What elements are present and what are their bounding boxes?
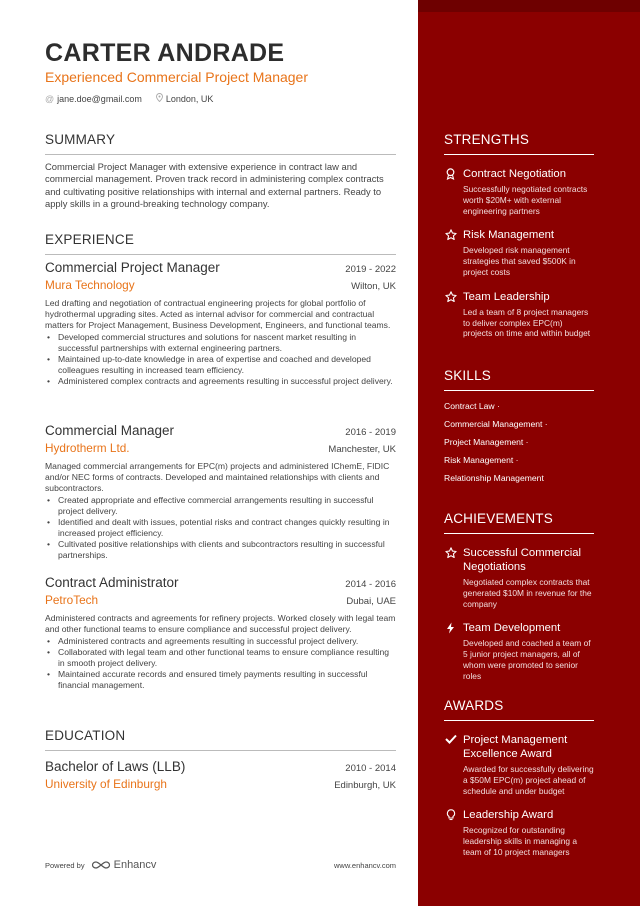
achievement-desc: Negotiated complex contracts that generated $10M in revenue for the company [463, 577, 592, 609]
job-dates: 2014 - 2016 [345, 579, 396, 590]
contact-row [45, 93, 396, 104]
award-title: Leadership Award [463, 809, 554, 822]
location-text: London, UK [165, 93, 214, 104]
skill-item: Relationship Management [444, 473, 544, 483]
strength-item [444, 290, 594, 339]
bullet-item: • Collaborated with legal team and other functional teams to ensure compliance resulting in smooth project delivery. [45, 647, 396, 669]
email-text: jane.doe@gmail.com [57, 93, 142, 104]
job-company: Mura Technology [45, 278, 135, 292]
bullet-item: • Maintained accurate records and ensured timely payments resulting in successful financial management. [45, 669, 396, 691]
job-role: Contract Administrator [45, 575, 179, 590]
bullet-item: • Administered contracts and agreements resulting in successful project delivery. [45, 636, 396, 647]
education-heading: EDUCATION [45, 728, 396, 751]
achievement-title: Successful Commercial Negotiations [463, 547, 582, 573]
strength-desc: Developed risk management strategies that saved $500K in project costs [463, 245, 576, 277]
strength-title: Risk Management [463, 229, 555, 242]
candidate-title: Experienced Commercial Project Manager [45, 69, 308, 85]
footer [45, 859, 396, 871]
location-contact [156, 93, 214, 104]
location-pin-icon [156, 93, 163, 104]
infinity-icon [91, 860, 111, 870]
job-bullets [45, 495, 396, 561]
award-item [444, 733, 594, 796]
experience-heading: EXPERIENCE [45, 232, 396, 255]
strength-desc: Successfully negotiated contracts worth $20M+ with external engineering partners [463, 184, 588, 216]
achievements-section [444, 511, 594, 682]
education-dates: 2010 - 2014 [345, 763, 396, 774]
strength-item [444, 167, 594, 216]
award-icon [444, 167, 457, 216]
strength-desc: Led a team of 8 project managers to deliver complex EPC(m) projects on time and within budget [463, 306, 591, 339]
education-location: Edinburgh, UK [334, 780, 396, 791]
achievement-item [444, 621, 594, 681]
experience-section [45, 232, 396, 255]
skill-item: Project Management · [444, 437, 529, 447]
enhancv-logo[interactable] [91, 859, 157, 871]
job-location: Manchester, UK [328, 444, 396, 455]
skills-list [444, 401, 594, 483]
strengths-section [444, 132, 594, 339]
job-dates: 2019 - 2022 [345, 264, 396, 275]
job-bullets [45, 636, 396, 691]
footer-url[interactable]: www.enhancv.com [334, 860, 396, 870]
achievement-item [444, 546, 594, 609]
skill-item: Risk Management · [444, 455, 519, 465]
job-company: Hydrotherm Ltd. [45, 441, 130, 455]
strength-item [444, 228, 594, 277]
award-desc: Awarded for successfully delivering a $50M EPC(m) project ahead of schedule and under budget [463, 764, 594, 796]
at-icon: @ [45, 93, 55, 104]
email-contact[interactable] [45, 93, 142, 104]
award-desc: Recognized for outstanding leadership skills in managing a team of 10 project managers [463, 825, 578, 857]
job-role: Commercial Manager [45, 423, 175, 438]
job-entry [45, 574, 396, 691]
summary-section [45, 132, 396, 210]
job-entry [45, 422, 396, 561]
job-location: Dubai, UAE [346, 596, 396, 607]
strength-title: Team Leadership [463, 290, 550, 303]
bullet-item: • Developed commercial structures and solutions for nascent market resulting in successful partnerships with external engineering partners. [45, 332, 396, 354]
check-icon [444, 733, 457, 796]
star-icon [444, 546, 457, 609]
bullet-item: • Created appropriate and effective commercial arrangements resulting in successful project delivery. [45, 495, 396, 517]
job-location: Wilton, UK [351, 281, 396, 292]
job-description: Managed commercial arrangements for EPC(m) projects and administered IChemE, FIDIC and/or NEC forms of contracts. Developed and maintained relationships with clients and subcontractors. [45, 461, 390, 493]
job-company: PetroTech [45, 593, 99, 607]
job-role: Commercial Project Manager [45, 260, 220, 275]
strength-title: Contract Negotiation [463, 168, 566, 180]
strengths-heading: STRENGTHS [444, 132, 594, 155]
bullet-item: • Cultivated positive relationships with clients and subcontractors resulting in successful partnerships. [45, 539, 396, 561]
awards-heading: AWARDS [444, 698, 594, 721]
achievements-heading: ACHIEVEMENTS [444, 511, 594, 534]
achievement-title: Team Development [463, 622, 561, 635]
degree: Bachelor of Laws (LLB) [45, 759, 186, 774]
lightbulb-icon [444, 808, 457, 857]
brand-name: Enhancv [113, 859, 157, 871]
summary-heading: SUMMARY [45, 132, 396, 155]
job-bullets [45, 332, 396, 387]
achievement-desc: Developed and coached a team of 5 junior project managers, all of whom were promoted to senior roles [463, 638, 591, 681]
job-dates: 2016 - 2019 [345, 427, 396, 438]
bullet-item: • Identified and dealt with issues, potential risks and contract changes quickly resulting in increased project efficiency. [45, 517, 396, 539]
award-title: Project Management Excellence Award [463, 734, 568, 760]
skill-item: Contract Law · [444, 401, 500, 411]
star-icon [444, 290, 457, 339]
powered-by-text: Powered by [45, 860, 85, 870]
summary-text: Commercial Project Manager with extensive experience in contract law and commercial management. Proven track record in administering complex contracts and cultivating positive relationships with internal and external partners. Ready to apply skills in a ground-breaking technology company. [45, 161, 384, 209]
awards-section [444, 698, 594, 858]
job-entry [45, 259, 396, 387]
job-description: Administered contracts and agreements for refinery projects. Worked closely with legal team and other functional teams to ensure compliance and successful project delivery. [45, 613, 396, 634]
bullet-item: • Maintained up-to-date knowledge in area of expertise and coached and developed colleagues resulting in increased team efficiency. [45, 354, 396, 376]
school: University of Edinburgh [45, 777, 167, 791]
sidebar-top-bar [418, 0, 640, 12]
star-icon [444, 228, 457, 277]
job-description: Led drafting and negotiation of contractual engineering projects for global portfolio of hydrothermal upgrading sites. Acted as internal advisor for commercial and contractual matters for Project Management, Business Development, Engineers, and functional teams. [45, 298, 391, 330]
bolt-icon [444, 621, 457, 681]
award-item [444, 808, 594, 857]
skills-heading: SKILLS [444, 368, 594, 391]
skill-item: Commercial Management · [444, 419, 548, 429]
candidate-name: CARTER ANDRADE [45, 39, 285, 67]
skills-section [444, 368, 594, 483]
education-section [45, 728, 396, 792]
bullet-item: • Administered complex contracts and agreements resulting in successful project delivery. [45, 376, 396, 387]
